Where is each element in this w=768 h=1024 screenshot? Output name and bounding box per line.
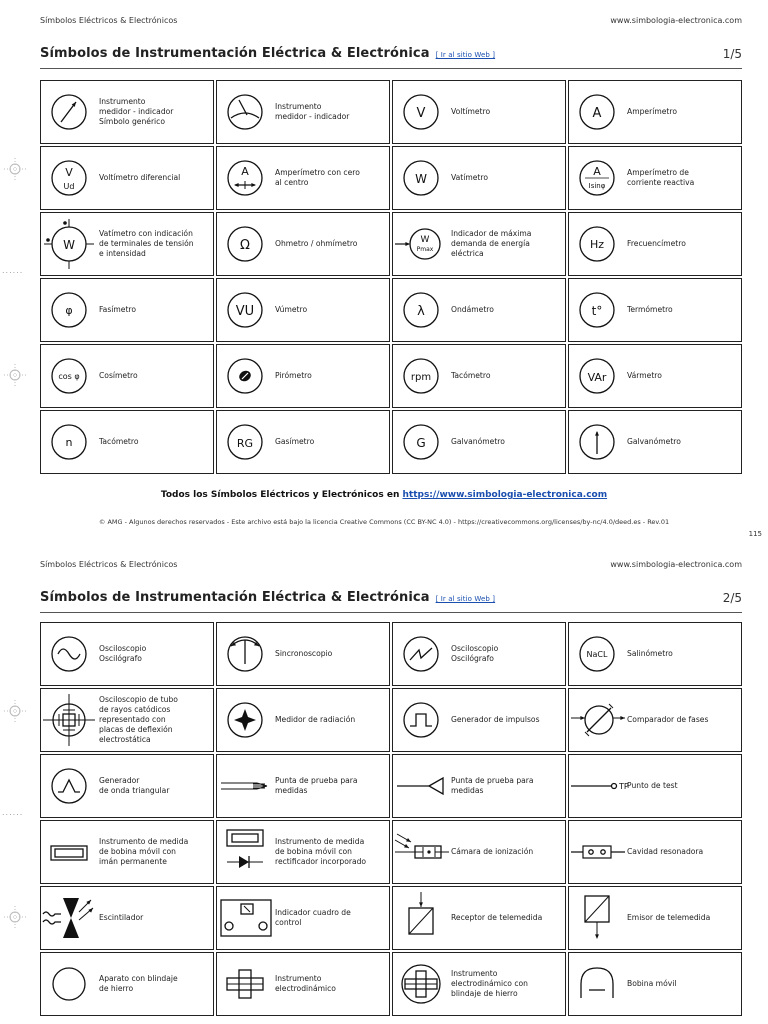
page2-site-link[interactable]: [ Ir al sitio Web ] (435, 595, 496, 603)
symbol-cell (216, 754, 390, 818)
symbol-label: Cosímetro (99, 371, 138, 380)
oscilloscope-sine-icon (41, 624, 99, 684)
svg-text:cos φ: cos φ (58, 372, 80, 381)
symbol-label: Galvanómetro (451, 437, 505, 446)
symbol-label: Escintilador (99, 913, 144, 922)
symbol-cell (392, 754, 566, 818)
symbol-cell (568, 688, 742, 752)
symbol-cell (568, 952, 742, 1016)
symbol-label: Osciloscopio de tubo de rayos catódicos representado con placas de deflexión electrostática (99, 695, 178, 744)
symbol-cell (216, 688, 390, 752)
symbol-cell (40, 344, 214, 408)
margin-dots: ...... (2, 808, 24, 817)
synchroscope-icon (217, 624, 275, 684)
svg-text:V: V (65, 166, 73, 179)
page2-symbol-grid (40, 622, 744, 1016)
telemetry-transmitter-icon (569, 888, 627, 948)
svg-text:A: A (593, 165, 601, 178)
symbol-cell (568, 886, 742, 950)
symbol-label: Ohmetro / ohmímetro (275, 239, 358, 248)
svg-text:V: V (416, 106, 426, 121)
symbol-label: Fasímetro (99, 305, 137, 314)
symbol-label: Instrumento electrodinámico (275, 974, 336, 993)
telemetry-receiver-icon (393, 888, 451, 948)
symbol-label: Punta de prueba para medidas (275, 776, 358, 795)
cosphi-meter-icon (41, 346, 99, 406)
symbol-label: Gasímetro (275, 437, 315, 446)
symbol-label: Instrumento medidor - indicador Símbolo genérico (99, 97, 174, 126)
moving-coil-arc-icon (569, 954, 627, 1014)
svg-text:TP: TP (619, 782, 629, 791)
svg-text:n: n (65, 436, 73, 449)
svg-text:RG: RG (236, 437, 254, 450)
symbol-cell (568, 622, 742, 686)
symbol-cell (568, 278, 742, 342)
center-zero-ammeter-icon (217, 148, 275, 208)
test-probe-cone-icon (393, 756, 451, 816)
symbol-cell (392, 146, 566, 210)
symbol-cell (40, 80, 214, 144)
symbol-cell (216, 952, 390, 1016)
symbol-label: Termómetro (627, 305, 673, 314)
symbol-label: Voltímetro (451, 107, 491, 116)
symbol-cell (40, 622, 214, 686)
svg-text:VU: VU (235, 304, 255, 319)
symbol-label: Frecuencímetro (627, 239, 686, 248)
symbol-cell (216, 820, 390, 884)
test-point-icon (569, 756, 627, 816)
meter-generic-icon (41, 82, 99, 142)
symbol-label: Galvanómetro (627, 437, 681, 446)
page2-page-number: 2/5 (722, 591, 742, 605)
registration-mark-icon (4, 906, 26, 928)
symbol-label: Vatímetro (451, 173, 488, 182)
symbol-cell (40, 886, 214, 950)
page1-site-link[interactable]: [ Ir al sitio Web ] (435, 51, 496, 59)
moving-coil-icon (41, 822, 99, 882)
symbol-cell (392, 344, 566, 408)
page1-header-right: www.simbologia-electronica.com (610, 16, 742, 25)
test-probe-icon (217, 756, 275, 816)
symbol-label: Salinómetro (627, 649, 673, 658)
symbol-cell (216, 886, 390, 950)
symbol-cell (40, 146, 214, 210)
phase-meter-icon (41, 280, 99, 340)
svg-text:NaCL: NaCL (586, 650, 608, 659)
ohmmeter-icon (217, 214, 275, 274)
vu-meter-icon (217, 280, 275, 340)
svg-text:Isinφ: Isinφ (588, 182, 606, 190)
page1-title: Símbolos de Instrumentación Eléctrica & Electrónica [ Ir al sitio Web ] (40, 46, 496, 61)
registration-mark-icon (4, 158, 26, 180)
max-demand-icon (393, 214, 451, 274)
page2-title: Símbolos de Instrumentación Eléctrica & Electrónica [ Ir al sitio Web ] (40, 590, 496, 605)
scintillator-icon (41, 888, 99, 948)
moving-coil-rectifier-icon (217, 822, 275, 882)
ionization-chamber-icon (393, 822, 451, 882)
symbol-cell (216, 410, 390, 474)
symbol-label: Instrumento de medida de bobina móvil con imán permanente (99, 837, 189, 866)
wavemeter-icon (393, 280, 451, 340)
svg-text:Ud: Ud (63, 182, 75, 191)
symbol-cell (392, 278, 566, 342)
crt-oscilloscope-icon (41, 690, 99, 750)
symbol-label: Cámara de ionización (451, 847, 534, 856)
symbol-cell (40, 754, 214, 818)
galvanometer-g-icon (393, 412, 451, 472)
page1-footer: Todos los Símbolos Eléctricos y Electrónicos en https://www.simbologia-electronica.com (160, 490, 608, 500)
symbol-label: Generador de impulsos (451, 715, 540, 724)
symbol-cell (392, 688, 566, 752)
radiation-meter-icon (217, 690, 275, 750)
symbol-cell (392, 820, 566, 884)
symbol-label: Instrumento electrodinámico con blindaje de hierro (451, 969, 528, 998)
symbol-label: Aparato con blindaje de hierro (99, 974, 178, 993)
registration-mark-icon (4, 364, 26, 386)
symbol-cell (392, 886, 566, 950)
wattmeter-icon (393, 148, 451, 208)
symbol-label: Instrumento medidor - indicador (275, 102, 350, 121)
svg-text:W: W (415, 172, 427, 186)
tachometer-n-icon (41, 412, 99, 472)
symbol-cell (40, 952, 214, 1016)
symbol-cell (40, 410, 214, 474)
varmeter-icon (569, 346, 627, 406)
symbol-label: Amperímetro de corriente reactiva (627, 168, 695, 187)
margin-dots: ...... (2, 266, 24, 275)
symbol-cell (568, 820, 742, 884)
registration-mark-icon (4, 700, 26, 722)
symbol-label: Ondámetro (451, 305, 494, 314)
phase-comparator-icon (569, 690, 627, 750)
electrodynamic-shielded-icon (393, 954, 451, 1014)
symbol-label: Vármetro (627, 371, 662, 380)
meter-analog-icon (217, 82, 275, 142)
symbol-cell (568, 80, 742, 144)
page1-header (40, 16, 742, 25)
symbol-label: Indicador de máxima demanda de energía eléctrica (451, 229, 532, 258)
page2-header-left: Símbolos Eléctricos & Electrónicos (40, 560, 178, 569)
symbol-cell (568, 212, 742, 276)
page2-header (40, 560, 742, 569)
symbol-label: Emisor de telemedida (627, 913, 711, 922)
salinometer-icon (569, 624, 627, 684)
svg-text:W: W (63, 238, 75, 252)
symbol-cell (216, 146, 390, 210)
page1-page-number: 1/5 (722, 47, 742, 61)
iron-shielded-icon (41, 954, 99, 1014)
symbol-label: Cavidad resonadora (627, 847, 704, 856)
page1-symbol-grid (40, 80, 744, 474)
symbol-label: Generador de onda triangular (99, 776, 170, 795)
symbol-cell (216, 278, 390, 342)
svg-text:A: A (241, 165, 249, 178)
symbol-label: Punta de prueba para medidas (451, 776, 534, 795)
symbol-cell (40, 820, 214, 884)
symbol-cell (568, 146, 742, 210)
symbol-label: Bobina móvil (627, 979, 677, 988)
symbol-cell (216, 622, 390, 686)
tachometer-rpm-icon (393, 346, 451, 406)
symbol-label: Tacómetro (99, 437, 139, 446)
control-panel-indicator-icon (217, 888, 275, 948)
triangle-generator-icon (41, 756, 99, 816)
wattmeter-terminals-icon (41, 214, 99, 274)
svg-text:Pmax: Pmax (416, 246, 434, 253)
symbol-cell (392, 410, 566, 474)
page1-header-left: Símbolos Eléctricos & Electrónicos (40, 16, 178, 25)
symbol-label: Osciloscopio Oscilógrafo (99, 644, 147, 663)
resonant-cavity-icon (569, 822, 627, 882)
pulse-generator-icon (393, 690, 451, 750)
svg-text:G: G (416, 436, 426, 450)
symbol-cell (392, 80, 566, 144)
symbol-label: Pirómetro (275, 371, 312, 380)
svg-text:Hz: Hz (589, 238, 605, 251)
frequency-meter-icon (569, 214, 627, 274)
symbol-cell (392, 622, 566, 686)
symbol-label: Instrumento de medida de bobina móvil con rectificador incorporado (275, 837, 367, 866)
differential-voltmeter-icon (41, 148, 99, 208)
symbol-label: Vatímetro con indicación de terminales de tensión e intensidad (99, 229, 194, 258)
symbol-label: Comparador de fases (627, 715, 709, 724)
thermometer-icon (569, 280, 627, 340)
svg-text:rpm: rpm (410, 372, 432, 383)
galvanometer-arrow-icon (569, 412, 627, 472)
svg-text:A: A (592, 106, 602, 121)
symbol-cell (568, 410, 742, 474)
symbol-cell (216, 80, 390, 144)
gas-meter-icon (217, 412, 275, 472)
footer-site-link[interactable]: https://www.simbologia-electronica.com (402, 490, 608, 500)
copyright-notice: © AMG - Algunos derechos reservados - Este archivo está bajo la licencia Creative Commons (CC BY-NC 4.0) - https://creativecommons.org/licenses/by-nc/4.0/deed.es - Rev.01 (98, 518, 670, 526)
symbol-label: Receptor de telemedida (451, 913, 543, 922)
electrodynamic-icon (217, 954, 275, 1014)
symbol-cell (392, 952, 566, 1016)
symbol-cell (216, 344, 390, 408)
reactive-ammeter-icon (569, 148, 627, 208)
symbol-cell (216, 212, 390, 276)
ammeter-icon (569, 82, 627, 142)
symbol-cell (568, 754, 742, 818)
symbol-label: Amperímetro (627, 107, 677, 116)
symbol-label: Sincronoscopio (275, 649, 333, 658)
side-page-number: 115 (748, 530, 762, 538)
symbol-cell (40, 212, 214, 276)
page2-header-right: www.simbologia-electronica.com (610, 560, 742, 569)
oscilloscope-trace-icon (393, 624, 451, 684)
svg-text:t°: t° (591, 304, 603, 318)
symbol-label: Medidor de radiación (275, 715, 356, 724)
svg-text:Ω: Ω (240, 238, 250, 253)
svg-text:φ: φ (65, 304, 73, 317)
symbol-cell (40, 688, 214, 752)
symbol-label: Voltímetro diferencial (99, 173, 181, 182)
svg-text:VAr: VAr (587, 371, 607, 384)
symbol-cell (568, 344, 742, 408)
svg-text:W: W (420, 235, 430, 245)
symbol-label: Indicador cuadro de control (275, 908, 351, 927)
svg-text:λ: λ (417, 304, 425, 319)
voltmeter-icon (393, 82, 451, 142)
symbol-label: Vúmetro (275, 305, 308, 314)
symbol-label: Tacómetro (451, 371, 491, 380)
symbol-cell (40, 278, 214, 342)
symbol-label: Osciloscopio Oscilógrafo (451, 644, 499, 663)
pyrometer-icon (217, 346, 275, 406)
page1-title-row (40, 46, 742, 69)
symbol-cell (392, 212, 566, 276)
page2-title-row (40, 590, 742, 613)
symbol-label: Amperímetro con cero al centro (275, 168, 360, 187)
symbol-label: Punto de test (627, 781, 678, 790)
